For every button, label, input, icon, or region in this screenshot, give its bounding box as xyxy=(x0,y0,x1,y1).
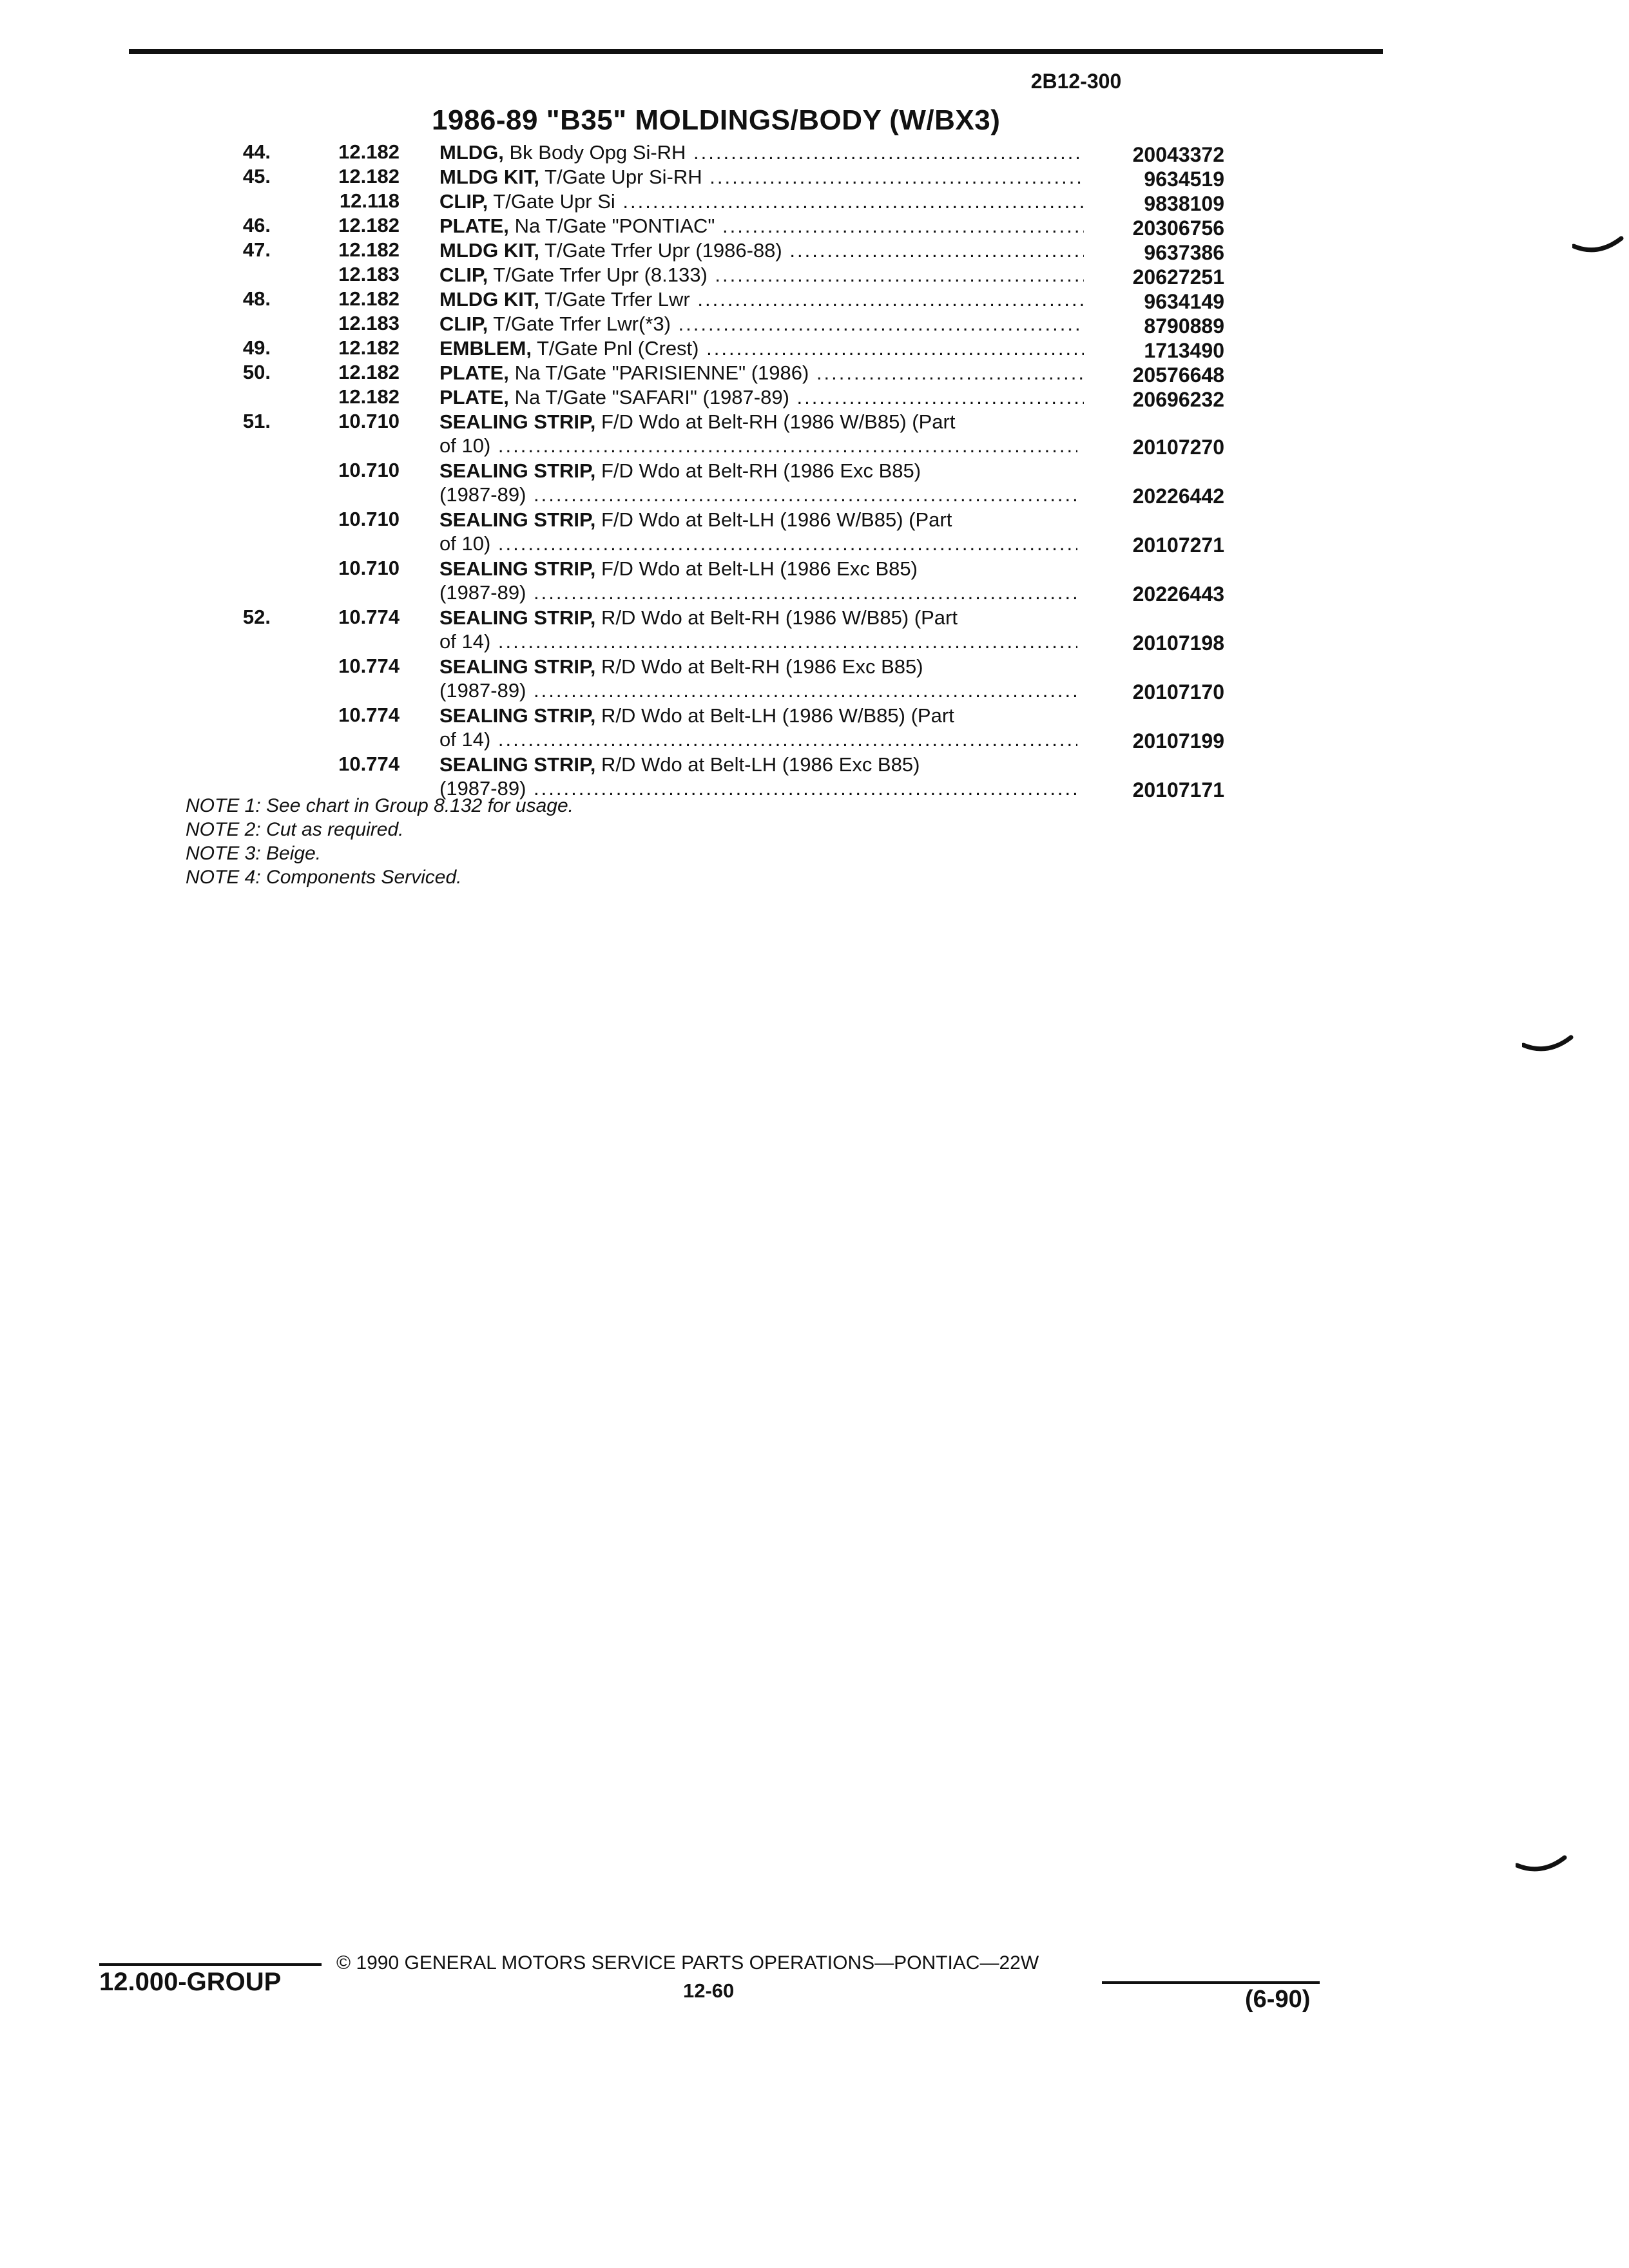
part-detail: T/Gate Pnl (Crest) xyxy=(537,337,699,360)
part-detail-continued xyxy=(439,483,1077,506)
part-detail-continued xyxy=(439,629,1077,653)
parts-row xyxy=(0,410,1629,459)
description-line xyxy=(439,190,615,213)
item-number: 46. xyxy=(242,214,271,236)
part-detail: T/Gate Upr Si-RH xyxy=(545,166,702,188)
item-number: 47. xyxy=(242,238,271,261)
part-name: PLATE, xyxy=(439,215,509,237)
group-number: 12.182 xyxy=(338,140,400,163)
part-description xyxy=(439,753,1084,800)
part-name: SEALING STRIP, xyxy=(439,557,596,580)
part-detail-second-line: of 10) xyxy=(439,532,491,555)
part-number: 20107271 xyxy=(1132,533,1224,557)
note-3: NOTE 3: Beige. xyxy=(186,843,322,864)
notes-section xyxy=(186,794,574,889)
item-number: 49. xyxy=(242,336,271,359)
part-description xyxy=(439,263,1084,287)
part-name: MLDG KIT, xyxy=(439,239,539,262)
part-detail-second-line: of 14) xyxy=(439,728,491,751)
part-detail: F/D Wdo at Belt-RH (1986 W/B85) (Part xyxy=(601,410,956,433)
item-number: 52. xyxy=(242,606,271,628)
description-line xyxy=(439,606,958,629)
part-description xyxy=(439,606,1084,653)
part-name: CLIP, xyxy=(439,312,488,335)
part-detail: R/D Wdo at Belt-LH (1986 Exc B85) xyxy=(601,753,920,776)
part-number: 20107198 xyxy=(1132,631,1224,655)
parts-row xyxy=(0,263,1629,287)
part-description xyxy=(439,704,1084,751)
part-name: PLATE, xyxy=(439,361,509,384)
group-number: 12.118 xyxy=(339,189,400,212)
part-detail-second-line: (1987-89) xyxy=(439,483,526,506)
group-number: 10.710 xyxy=(338,508,400,530)
part-name: CLIP, xyxy=(439,190,488,213)
part-detail-continued xyxy=(439,727,1077,751)
description-line xyxy=(439,753,920,776)
item-number: 45. xyxy=(242,165,271,187)
parts-row xyxy=(0,287,1629,312)
description-line xyxy=(439,557,918,580)
part-detail: F/D Wdo at Belt-LH (1986 W/B85) (Part xyxy=(601,508,952,531)
parts-row xyxy=(0,336,1629,361)
part-number: 20576648 xyxy=(1132,363,1224,387)
part-number: 20627251 xyxy=(1132,265,1224,289)
part-description xyxy=(439,459,1084,506)
part-description xyxy=(439,361,1084,385)
part-description xyxy=(439,214,1084,238)
part-number: 20107170 xyxy=(1132,680,1224,704)
part-description xyxy=(439,165,1084,189)
part-detail: F/D Wdo at Belt-RH (1986 Exc B85) xyxy=(601,459,921,482)
binder-hole-mark-bottom xyxy=(1516,1852,1567,1878)
description-line xyxy=(439,141,686,164)
group-number: 12.182 xyxy=(338,287,400,310)
part-number: 9634149 xyxy=(1144,290,1224,313)
part-description xyxy=(439,385,1084,409)
parts-list xyxy=(0,140,1629,802)
group-number: 12.182 xyxy=(338,238,400,261)
parts-row xyxy=(0,385,1629,410)
part-number: 20226442 xyxy=(1132,485,1224,508)
parts-row xyxy=(0,140,1629,165)
part-description xyxy=(439,655,1084,702)
group-number: 12.183 xyxy=(338,312,400,334)
group-number: 10.774 xyxy=(338,704,400,726)
description-line xyxy=(439,410,955,433)
part-detail: Bk Body Opg Si-RH xyxy=(509,141,686,164)
item-number: 48. xyxy=(242,287,271,310)
part-name: SEALING STRIP, xyxy=(439,753,596,776)
description-line xyxy=(439,361,809,384)
group-number: 10.710 xyxy=(338,459,400,481)
part-detail: Na T/Gate "SAFARI" (1987-89) xyxy=(514,386,789,408)
description-line xyxy=(439,386,789,408)
part-description xyxy=(439,189,1084,213)
part-number: 8790889 xyxy=(1144,314,1224,338)
part-name: SEALING STRIP, xyxy=(439,410,596,433)
description-line xyxy=(439,337,699,360)
parts-row xyxy=(0,606,1629,655)
parts-row xyxy=(0,361,1629,385)
description-line xyxy=(439,459,921,482)
group-number: 12.182 xyxy=(338,165,400,187)
part-detail-continued xyxy=(439,532,1077,555)
part-name: EMBLEM, xyxy=(439,337,532,360)
description-line xyxy=(439,704,954,727)
part-name: MLDG KIT, xyxy=(439,288,539,311)
part-description xyxy=(439,238,1084,262)
part-name: SEALING STRIP, xyxy=(439,459,596,482)
part-description xyxy=(439,312,1084,336)
parts-row xyxy=(0,214,1629,238)
note-1: NOTE 1: See chart in Group 8.132 for usage. xyxy=(186,795,574,816)
part-name: SEALING STRIP, xyxy=(439,508,596,531)
part-detail-second-line: of 14) xyxy=(439,630,491,653)
part-number: 9634519 xyxy=(1144,168,1224,191)
part-detail: T/Gate Trfer Upr (8.133) xyxy=(493,264,708,286)
part-number: 20107199 xyxy=(1132,729,1224,753)
part-number: 20043372 xyxy=(1132,143,1224,166)
part-description xyxy=(439,287,1084,311)
part-detail-continued xyxy=(439,581,1077,604)
part-name: SEALING STRIP, xyxy=(439,606,596,629)
part-name: MLDG, xyxy=(439,141,504,164)
parts-row xyxy=(0,238,1629,263)
description-line xyxy=(439,215,715,237)
part-detail: T/Gate Trfer Lwr xyxy=(545,288,690,311)
part-detail: T/Gate Trfer Upr (1986-88) xyxy=(545,239,782,262)
part-description xyxy=(439,410,1084,457)
parts-row xyxy=(0,557,1629,606)
part-detail: R/D Wdo at Belt-LH (1986 W/B85) (Part xyxy=(601,704,954,727)
part-name: PLATE, xyxy=(439,386,509,408)
description-line xyxy=(439,508,952,531)
parts-row xyxy=(0,704,1629,753)
footer-rule-left xyxy=(99,1963,322,1966)
part-name: MLDG KIT, xyxy=(439,166,539,188)
part-detail: F/D Wdo at Belt-LH (1986 Exc B85) xyxy=(601,557,918,580)
group-number: 10.774 xyxy=(338,753,400,775)
part-description xyxy=(439,140,1084,164)
part-detail: T/Gate Upr Si xyxy=(493,190,615,213)
part-detail-second-line: (1987-89) xyxy=(439,777,526,800)
description-line xyxy=(439,239,782,262)
parts-row xyxy=(0,459,1629,508)
part-number: 1713490 xyxy=(1144,339,1224,362)
part-detail-continued xyxy=(439,678,1077,702)
part-name: CLIP, xyxy=(439,264,488,286)
part-detail: Na T/Gate "PONTIAC" xyxy=(514,215,715,237)
footer-date: (6-90) xyxy=(1245,1986,1311,2013)
parts-row xyxy=(0,508,1629,557)
part-number: 20696232 xyxy=(1132,388,1224,411)
description-line xyxy=(439,288,690,311)
part-number: 9838109 xyxy=(1144,192,1224,215)
top-rule xyxy=(129,49,1383,54)
part-number: 20306756 xyxy=(1132,216,1224,240)
part-detail: T/Gate Trfer Lwr(*3) xyxy=(493,312,671,335)
note-2: NOTE 2: Cut as required. xyxy=(186,819,404,840)
group-number: 12.182 xyxy=(338,214,400,236)
parts-row xyxy=(0,312,1629,336)
part-description xyxy=(439,557,1084,604)
part-detail-second-line: (1987-89) xyxy=(439,679,526,702)
part-detail: Na T/Gate "PARISIENNE" (1986) xyxy=(514,361,809,384)
item-number: 51. xyxy=(242,410,271,432)
description-line xyxy=(439,166,702,188)
footer-rule-right xyxy=(1102,1981,1320,1984)
description-line xyxy=(439,655,923,678)
group-number: 10.710 xyxy=(338,557,400,579)
part-detail-second-line: (1987-89) xyxy=(439,581,526,604)
group-number: 10.710 xyxy=(338,410,400,432)
description-line xyxy=(439,312,671,335)
item-number: 50. xyxy=(242,361,271,383)
part-name: SEALING STRIP, xyxy=(439,704,596,727)
parts-row xyxy=(0,165,1629,189)
part-description xyxy=(439,336,1084,360)
footer-page-number: 12-60 xyxy=(683,1979,735,2002)
group-number: 12.183 xyxy=(338,263,400,285)
page-code: 2B12-300 xyxy=(1030,70,1122,93)
part-number: 9637386 xyxy=(1144,241,1224,264)
group-number: 10.774 xyxy=(338,655,400,677)
item-number: 44. xyxy=(242,140,271,163)
part-number: 20107270 xyxy=(1132,436,1224,459)
group-number: 12.182 xyxy=(338,336,400,359)
part-number: 20226443 xyxy=(1132,582,1224,606)
parts-row xyxy=(0,189,1629,214)
footer-copyright: © 1990 GENERAL MOTORS SERVICE PARTS OPERATIONS—PONTIAC—22W xyxy=(336,1952,1039,1974)
binder-hole-mark-middle xyxy=(1522,1032,1574,1058)
group-number: 12.182 xyxy=(338,385,400,408)
page-title: 1986-89 "B35" MOLDINGS/BODY (W/BX3) xyxy=(432,104,1001,136)
part-detail-second-line: of 10) xyxy=(439,434,491,457)
footer-group-label: 12.000-GROUP xyxy=(99,1968,282,1996)
part-detail-continued xyxy=(439,434,1077,457)
description-line xyxy=(439,264,708,286)
part-description xyxy=(439,508,1084,555)
part-number: 20107171 xyxy=(1132,778,1224,802)
parts-row xyxy=(0,655,1629,704)
note-4: NOTE 4: Components Serviced. xyxy=(186,867,462,888)
part-detail: R/D Wdo at Belt-RH (1986 Exc B85) xyxy=(601,655,923,678)
part-detail: R/D Wdo at Belt-RH (1986 W/B85) (Part xyxy=(601,606,958,629)
group-number: 12.182 xyxy=(338,361,400,383)
group-number: 10.774 xyxy=(338,606,400,628)
part-name: SEALING STRIP, xyxy=(439,655,596,678)
